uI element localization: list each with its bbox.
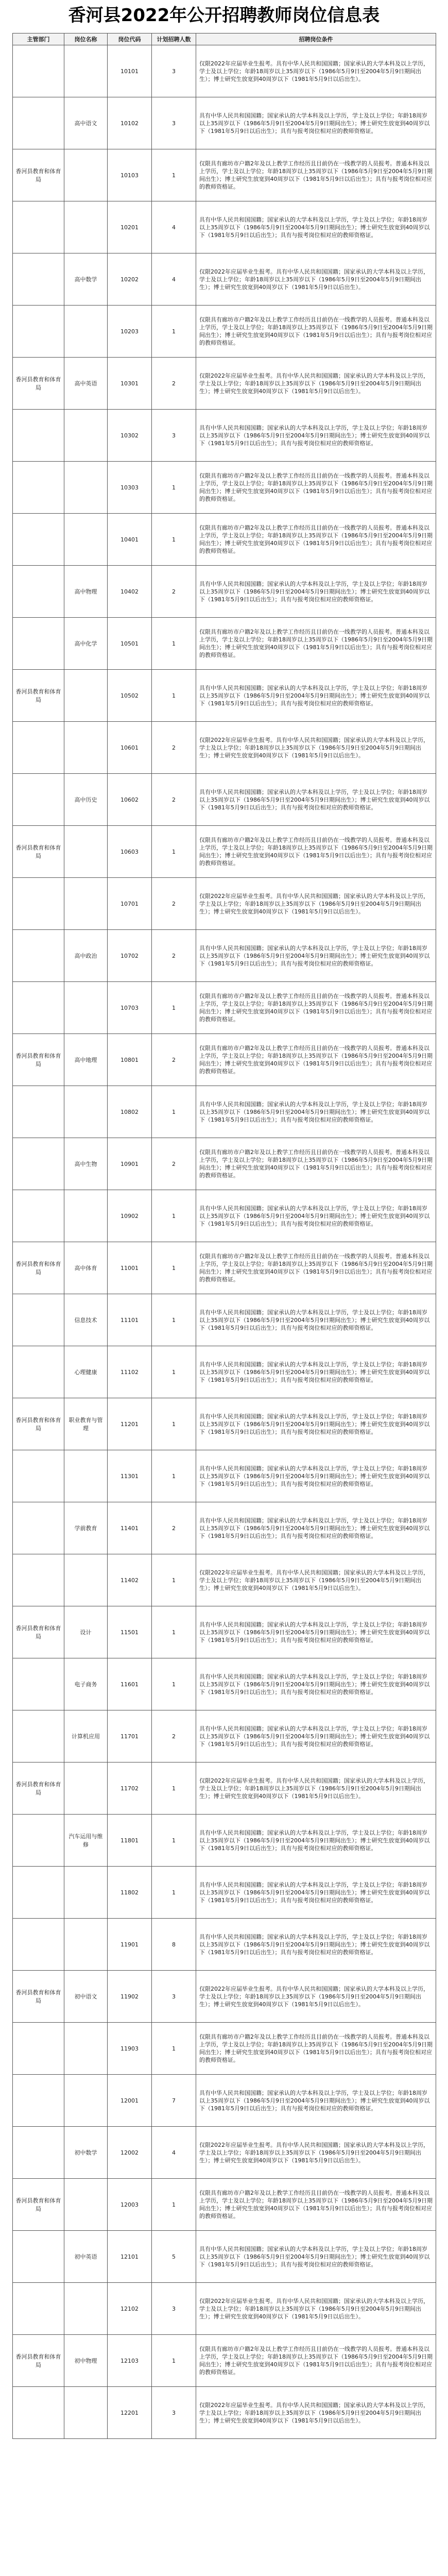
cell-post-name: 高中历史 (64, 774, 108, 826)
table-row (13, 2127, 436, 2179)
cell-post-code: 10602 (108, 774, 152, 826)
cell-conditions: 具有中华人民共和国国籍；国家承认的大学本科及以上学历，学士及以上学位；年龄18周岁以上35周岁以下（1986年5月9日至2004年5月9日期间出生）；博士研究生放宽到40周岁以下（1981年5月9日以后出生）；具有与报考岗位相对应的教师资格证。 (196, 1346, 436, 1398)
cell-conditions: 仅限具有廊坊市户籍2年及以上教学工作经历且目前仍在一线教学的人员报考。普通本科及以上学历，学士及以上学位；年龄18周岁以上35周岁以下（1986年5月9日至2004年5月9日期间出生）；博士研究生放宽到40周岁以下（1981年5月9日以后出生）；具有与报考岗位相对应的教师资格证。 (196, 2335, 436, 2387)
cell-post-name (64, 201, 108, 253)
cell-count: 3 (152, 97, 196, 149)
cell-dept (13, 982, 64, 1034)
cell-post-code: 11601 (108, 1658, 152, 1710)
cell-post-name: 高中语文 (64, 97, 108, 149)
cell-post-code: 12201 (108, 2387, 152, 2439)
cell-count: 1 (152, 462, 196, 514)
cell-post-code: 10601 (108, 722, 152, 774)
cell-post-code: 10301 (108, 358, 152, 410)
table-row (13, 1450, 436, 1502)
cell-dept (13, 2283, 64, 2335)
cell-post-code: 10402 (108, 566, 152, 618)
cell-count: 3 (152, 2387, 196, 2439)
table-row (13, 1138, 436, 1190)
cell-count: 3 (152, 2283, 196, 2335)
table-row (13, 1242, 436, 1294)
table-row (13, 618, 436, 670)
cell-post-name (64, 2023, 108, 2075)
cell-count: 1 (152, 2335, 196, 2387)
cell-dept (13, 2023, 64, 2075)
cell-post-name (64, 1450, 108, 1502)
cell-dept: 香河县教育和体育局 (13, 1242, 64, 1294)
cell-post-code: 10201 (108, 201, 152, 253)
cell-count: 3 (152, 45, 196, 97)
table-row (13, 306, 436, 358)
cell-count: 3 (152, 1971, 196, 2023)
cell-post-name (64, 306, 108, 358)
table-row (13, 1815, 436, 1867)
cell-dept (13, 1815, 64, 1867)
cell-post-name: 高中地理 (64, 1034, 108, 1086)
cell-count: 2 (152, 1710, 196, 1762)
table-row (13, 1398, 436, 1450)
table-row (13, 722, 436, 774)
header-count: 计划招聘人数 (152, 33, 196, 45)
cell-count: 2 (152, 774, 196, 826)
cell-post-code: 11801 (108, 1815, 152, 1867)
table-row (13, 1710, 436, 1762)
cell-dept (13, 1294, 64, 1346)
cell-post-code: 10401 (108, 514, 152, 566)
cell-dept (13, 1867, 64, 1919)
cell-conditions: 具有中华人民共和国国籍；国家承认的大学本科及以上学历，学士及以上学位；年龄18周岁以上35周岁以下（1986年5月9日至2004年5月9日期间出生）；博士研究生放宽到40周岁以下（1981年5月9日以后出生）；具有与报考岗位相对应的教师资格证。 (196, 1398, 436, 1450)
cell-post-name (64, 826, 108, 878)
cell-dept (13, 774, 64, 826)
table-row (13, 930, 436, 982)
cell-post-code: 10101 (108, 45, 152, 97)
table-row (13, 253, 436, 306)
cell-post-name (64, 410, 108, 462)
table-row (13, 462, 436, 514)
cell-count: 1 (152, 1658, 196, 1710)
table-row (13, 2231, 436, 2283)
cell-post-name: 初中物理 (64, 2335, 108, 2387)
cell-dept (13, 1554, 64, 1606)
cell-conditions: 具有中华人民共和国国籍；国家承认的大学本科及以上学历，学士及以上学位；年龄18周岁以上35周岁以下（1986年5月9日至2004年5月9日期间出生）；博士研究生放宽到40周岁以下（1981年5月9日以后出生）；具有与报考岗位相对应的教师资格证。 (196, 97, 436, 149)
cell-dept: 香河县教育和体育局 (13, 1398, 64, 1450)
cell-post-name: 高中生物 (64, 1138, 108, 1190)
cell-post-name (64, 1762, 108, 1815)
cell-post-code: 10702 (108, 930, 152, 982)
cell-count: 1 (152, 1867, 196, 1919)
cell-dept (13, 878, 64, 930)
cell-post-code: 12103 (108, 2335, 152, 2387)
cell-conditions: 仅限具有廊坊市户籍2年及以上教学工作经历且目前仍在一线教学的人员报考。普通本科及以上学历，学士及以上学位；年龄18周岁以上35周岁以下（1986年5月9日至2004年5月9日期间出生）；博士研究生放宽到40周岁以下（1981年5月9日以后出生）；具有与报考岗位相对应的教师资格证。 (196, 149, 436, 201)
cell-dept (13, 306, 64, 358)
cell-post-code: 10902 (108, 1190, 152, 1242)
cell-conditions: 仅限2022年应届毕业生报考。具有中华人民共和国国籍；国家承认的大学本科及以上学历，学士及以上学位；年龄18周岁以上35周岁以下（1986年5月9日至2004年5月9日期间出生）；博士研究生放宽到40周岁以下（1981年5月9日以后出生）。 (196, 878, 436, 930)
table-row (13, 149, 436, 201)
cell-post-code: 11901 (108, 1919, 152, 1971)
cell-conditions: 具有中华人民共和国国籍；国家承认的大学本科及以上学历，学士及以上学位；年龄18周岁以上35周岁以下（1986年5月9日至2004年5月9日期间出生）；博士研究生放宽到40周岁以下（1981年5月9日以后出生）；具有与报考岗位相对应的教师资格证。 (196, 2075, 436, 2127)
cell-post-code: 10603 (108, 826, 152, 878)
cell-count: 1 (152, 1815, 196, 1867)
cell-conditions: 具有中华人民共和国国籍；国家承认的大学本科及以上学历，学士及以上学位；年龄18周岁以上35周岁以下（1986年5月9日至2004年5月9日期间出生）；博士研究生放宽到40周岁以下（1981年5月9日以后出生）；具有与报考岗位相对应的教师资格证。 (196, 930, 436, 982)
table-row (13, 1294, 436, 1346)
cell-count: 4 (152, 253, 196, 306)
cell-post-code: 11802 (108, 1867, 152, 1919)
cell-dept (13, 410, 64, 462)
cell-post-code: 10302 (108, 410, 152, 462)
cell-conditions: 仅限具有廊坊市户籍2年及以上教学工作经历且目前仍在一线教学的人员报考。普通本科及以上学历，学士及以上学位；年龄18周岁以上35周岁以下（1986年5月9日至2004年5月9日期间出生）；博士研究生放宽到40周岁以下（1981年5月9日以后出生）；具有与报考岗位相对应的教师资格证。 (196, 2179, 436, 2231)
cell-post-name (64, 2283, 108, 2335)
table-row (13, 1867, 436, 1919)
cell-count: 1 (152, 1450, 196, 1502)
cell-post-name (64, 878, 108, 930)
cell-count: 1 (152, 149, 196, 201)
table-body (13, 45, 436, 2439)
cell-post-name (64, 1919, 108, 1971)
table-row (13, 2335, 436, 2387)
cell-post-code: 11101 (108, 1294, 152, 1346)
cell-conditions: 具有中华人民共和国国籍；国家承认的大学本科及以上学历，学士及以上学位；年龄18周岁以上35周岁以下（1986年5月9日至2004年5月9日期间出生）；博士研究生放宽到40周岁以下（1981年5月9日以后出生）；具有与报考岗位相对应的教师资格证。 (196, 1815, 436, 1867)
cell-post-name: 计算机应用 (64, 1710, 108, 1762)
cell-post-name: 信息技术 (64, 1294, 108, 1346)
cell-dept: 香河县教育和体育局 (13, 1762, 64, 1815)
cell-conditions: 具有中华人民共和国国籍；国家承认的大学本科及以上学历，学士及以上学位；年龄18周岁以上35周岁以下（1986年5月9日至2004年5月9日期间出生）；博士研究生放宽到40周岁以下（1981年5月9日以后出生）；具有与报考岗位相对应的教师资格证。 (196, 1502, 436, 1554)
cell-post-code: 12002 (108, 2127, 152, 2179)
cell-dept (13, 618, 64, 670)
cell-post-code: 11902 (108, 1971, 152, 2023)
cell-dept (13, 253, 64, 306)
cell-post-code: 10703 (108, 982, 152, 1034)
cell-post-code: 11102 (108, 1346, 152, 1398)
cell-post-code: 12102 (108, 2283, 152, 2335)
cell-dept (13, 2231, 64, 2283)
cell-conditions: 仅限具有廊坊市户籍2年及以上教学工作经历且目前仍在一线教学的人员报考。普通本科及以上学历，学士及以上学位；年龄18周岁以上35周岁以下（1986年5月9日至2004年5月9日期间出生）；博士研究生放宽到40周岁以下（1981年5月9日以后出生）；具有与报考岗位相对应的教师资格证。 (196, 514, 436, 566)
cell-conditions: 具有中华人民共和国国籍；国家承认的大学本科及以上学历，学士及以上学位；年龄18周岁以上35周岁以下（1986年5月9日至2004年5月9日期间出生）；博士研究生放宽到40周岁以下（1981年5月9日以后出生）；具有与报考岗位相对应的教师资格证。 (196, 1658, 436, 1710)
cell-dept (13, 1086, 64, 1138)
cell-dept: 香河县教育和体育局 (13, 826, 64, 878)
table-row (13, 1919, 436, 1971)
cell-count: 1 (152, 514, 196, 566)
cell-post-code: 10203 (108, 306, 152, 358)
cell-post-code: 11701 (108, 1710, 152, 1762)
header-code: 岗位代码 (108, 33, 152, 45)
cell-conditions: 具有中华人民共和国国籍；国家承认的大学本科及以上学历，学士及以上学位；年龄18周岁以上35周岁以下（1986年5月9日至2004年5月9日期间出生）；博士研究生放宽到40周岁以下（1981年5月9日以后出生）；具有与报考岗位相对应的教师资格证。 (196, 1606, 436, 1658)
cell-count: 1 (152, 982, 196, 1034)
cell-count: 4 (152, 201, 196, 253)
cell-conditions: 仅限具有廊坊市户籍2年及以上教学工作经历且目前仍在一线教学的人员报考。普通本科及以上学历，学士及以上学位；年龄18周岁以上35周岁以下（1986年5月9日至2004年5月9日期间出生）；博士研究生放宽到40周岁以下（1981年5月9日以后出生）；具有与报考岗位相对应的教师资格证。 (196, 306, 436, 358)
cell-post-name (64, 722, 108, 774)
cell-conditions: 具有中华人民共和国国籍；国家承认的大学本科及以上学历，学士及以上学位；年龄18周岁以上35周岁以下（1986年5月9日至2004年5月9日期间出生）；博士研究生放宽到40周岁以下（1981年5月9日以后出生）；具有与报考岗位相对应的教师资格证。 (196, 1450, 436, 1502)
cell-dept: 香河县教育和体育局 (13, 358, 64, 410)
table-row (13, 1971, 436, 2023)
table-row (13, 97, 436, 149)
cell-dept: 香河县教育和体育局 (13, 1034, 64, 1086)
cell-conditions: 仅限2022年应届毕业生报考。具有中华人民共和国国籍；国家承认的大学本科及以上学历，学士及以上学位；年龄18周岁以上35周岁以下（1986年5月9日至2004年5月9日期间出生）；博士研究生放宽到40周岁以下（1981年5月9日以后出生）。 (196, 253, 436, 306)
cell-dept (13, 1346, 64, 1398)
table-row (13, 45, 436, 97)
cell-count: 1 (152, 1398, 196, 1450)
cell-post-name: 高中政治 (64, 930, 108, 982)
cell-post-name (64, 1867, 108, 1919)
cell-post-code: 10502 (108, 670, 152, 722)
cell-conditions: 仅限2022年应届毕业生报考。具有中华人民共和国国籍；国家承认的大学本科及以上学历，学士及以上学位；年龄18周岁以上35周岁以下（1986年5月9日至2004年5月9日期间出生）；博士研究生放宽到40周岁以下（1981年5月9日以后出生）。 (196, 2387, 436, 2439)
cell-count: 1 (152, 670, 196, 722)
cell-dept (13, 930, 64, 982)
table-row (13, 2179, 436, 2231)
table-row (13, 1762, 436, 1815)
cell-dept: 香河县教育和体育局 (13, 1606, 64, 1658)
cell-count: 4 (152, 2127, 196, 2179)
cell-post-code: 11903 (108, 2023, 152, 2075)
table-row (13, 514, 436, 566)
table-row (13, 1658, 436, 1710)
table-row (13, 2075, 436, 2127)
cell-post-name (64, 2387, 108, 2439)
job-table (12, 33, 436, 2439)
table-row (13, 1190, 436, 1242)
cell-post-name (64, 1554, 108, 1606)
cell-count: 1 (152, 1554, 196, 1606)
cell-post-code: 11201 (108, 1398, 152, 1450)
cell-count: 2 (152, 1502, 196, 1554)
cell-count: 2 (152, 878, 196, 930)
cell-conditions: 仅限具有廊坊市户籍2年及以上教学工作经历且目前仍在一线教学的人员报考。普通本科及以上学历，学士及以上学位；年龄18周岁以上35周岁以下（1986年5月9日至2004年5月9日期间出生）；博士研究生放宽到40周岁以下（1981年5月9日以后出生）；具有与报考岗位相对应的教师资格证。 (196, 462, 436, 514)
cell-dept (13, 2127, 64, 2179)
cell-conditions: 仅限具有廊坊市户籍2年及以上教学工作经历且目前仍在一线教学的人员报考。普通本科及以上学历，学士及以上学位；年龄18周岁以上35周岁以下（1986年5月9日至2004年5月9日期间出生）；博士研究生放宽到40周岁以下（1981年5月9日以后出生）；具有与报考岗位相对应的教师资格证。 (196, 826, 436, 878)
cell-post-code: 10801 (108, 1034, 152, 1086)
cell-conditions: 仅限2022年应届毕业生报考。具有中华人民共和国国籍；国家承认的大学本科及以上学历，学士及以上学位；年龄18周岁以上35周岁以下（1986年5月9日至2004年5月9日期间出生）；博士研究生放宽到40周岁以下（1981年5月9日以后出生）。 (196, 1762, 436, 1815)
cell-count: 2 (152, 566, 196, 618)
table-row (13, 826, 436, 878)
cell-post-name: 职业教育与管理 (64, 1398, 108, 1450)
cell-conditions: 仅限2022年应届毕业生报考。具有中华人民共和国国籍；国家承认的大学本科及以上学历，学士及以上学位；年龄18周岁以上35周岁以下（1986年5月9日至2004年5月9日期间出生）；博士研究生放宽到40周岁以下（1981年5月9日以后出生）。 (196, 45, 436, 97)
cell-post-name: 汽车运用与维修 (64, 1815, 108, 1867)
cell-dept (13, 97, 64, 149)
cell-count: 8 (152, 1919, 196, 1971)
table-row (13, 2387, 436, 2439)
cell-post-name (64, 149, 108, 201)
cell-conditions: 仅限2022年应届毕业生报考。具有中华人民共和国国籍；国家承认的大学本科及以上学历，学士及以上学位；年龄18周岁以上35周岁以下（1986年5月9日至2004年5月9日期间出生）；博士研究生放宽到40周岁以下（1981年5月9日以后出生）。 (196, 2283, 436, 2335)
cell-post-name (64, 1086, 108, 1138)
cell-post-code: 10701 (108, 878, 152, 930)
cell-conditions: 具有中华人民共和国国籍；国家承认的大学本科及以上学历，学士及以上学位；年龄18周岁以上35周岁以下（1986年5月9日至2004年5月9日期间出生）；博士研究生放宽到40周岁以下（1981年5月9日以后出生）；具有与报考岗位相对应的教师资格证。 (196, 774, 436, 826)
table-row (13, 1606, 436, 1658)
table-row (13, 1346, 436, 1398)
cell-conditions: 仅限具有廊坊市户籍2年及以上教学工作经历且目前仍在一线教学的人员报考。普通本科及以上学历，学士及以上学位；年龄18周岁以上35周岁以下（1986年5月9日至2004年5月9日期间出生）；博士研究生放宽到40周岁以下（1981年5月9日以后出生）；具有与报考岗位相对应的教师资格证。 (196, 1138, 436, 1190)
cell-count: 2 (152, 1138, 196, 1190)
table-row (13, 774, 436, 826)
cell-post-name: 电子商务 (64, 1658, 108, 1710)
cell-dept (13, 1658, 64, 1710)
cell-dept: 香河县教育和体育局 (13, 149, 64, 201)
cell-conditions: 仅限具有廊坊市户籍2年及以上教学工作经历且目前仍在一线教学的人员报考。普通本科及以上学历，学士及以上学位；年龄18周岁以上35周岁以下（1986年5月9日至2004年5月9日期间出生）；博士研究生放宽到40周岁以下（1981年5月9日以后出生）；具有与报考岗位相对应的教师资格证。 (196, 1034, 436, 1086)
table-row (13, 982, 436, 1034)
cell-dept (13, 1450, 64, 1502)
cell-count: 1 (152, 1190, 196, 1242)
table-row (13, 670, 436, 722)
cell-post-name (64, 462, 108, 514)
cell-conditions: 具有中华人民共和国国籍；国家承认的大学本科及以上学历，学士及以上学位；年龄18周岁以上35周岁以下（1986年5月9日至2004年5月9日期间出生）；博士研究生放宽到40周岁以下（1981年5月9日以后出生）；具有与报考岗位相对应的教师资格证。 (196, 670, 436, 722)
cell-count: 1 (152, 1346, 196, 1398)
cell-dept (13, 45, 64, 97)
cell-post-name: 初中语文 (64, 1971, 108, 2023)
cell-dept: 香河县教育和体育局 (13, 2179, 64, 2231)
table-row (13, 878, 436, 930)
cell-count: 1 (152, 306, 196, 358)
cell-count: 1 (152, 1762, 196, 1815)
cell-conditions: 仅限2022年应届毕业生报考。具有中华人民共和国国籍；国家承认的大学本科及以上学历，学士及以上学位；年龄18周岁以上35周岁以下（1986年5月9日至2004年5月9日期间出生）；博士研究生放宽到40周岁以下（1981年5月9日以后出生）。 (196, 1554, 436, 1606)
cell-count: 2 (152, 358, 196, 410)
cell-post-code: 10501 (108, 618, 152, 670)
header-name: 岗位名称 (64, 33, 108, 45)
cell-count: 1 (152, 1086, 196, 1138)
table-row (13, 1034, 436, 1086)
cell-count: 1 (152, 618, 196, 670)
cell-conditions: 仅限具有廊坊市户籍2年及以上教学工作经历且目前仍在一线教学的人员报考。普通本科及以上学历，学士及以上学位；年龄18周岁以上35周岁以下（1986年5月9日至2004年5月9日期间出生）；博士研究生放宽到40周岁以下（1981年5月9日以后出生）；具有与报考岗位相对应的教师资格证。 (196, 1242, 436, 1294)
header-conditions: 招聘岗位条件 (196, 33, 436, 45)
cell-post-name: 高中英语 (64, 358, 108, 410)
cell-conditions: 仅限2022年应届毕业生报考。具有中华人民共和国国籍；国家承认的大学本科及以上学历，学士及以上学位；年龄18周岁以上35周岁以下（1986年5月9日至2004年5月9日期间出生）；博士研究生放宽到40周岁以下（1981年5月9日以后出生）。 (196, 358, 436, 410)
cell-conditions: 具有中华人民共和国国籍；国家承认的大学本科及以上学历，学士及以上学位；年龄18周岁以上35周岁以下（1986年5月9日至2004年5月9日期间出生）；博士研究生放宽到40周岁以下（1981年5月9日以后出生）；具有与报考岗位相对应的教师资格证。 (196, 201, 436, 253)
cell-count: 1 (152, 826, 196, 878)
cell-post-code: 11702 (108, 1762, 152, 1815)
cell-conditions: 具有中华人民共和国国籍；国家承认的大学本科及以上学历，学士及以上学位；年龄18周岁以上35周岁以下（1986年5月9日至2004年5月9日期间出生）；博士研究生放宽到40周岁以下（1981年5月9日以后出生）；具有与报考岗位相对应的教师资格证。 (196, 1919, 436, 1971)
table-header-row (13, 33, 436, 45)
cell-dept (13, 462, 64, 514)
cell-dept (13, 2387, 64, 2439)
cell-dept (13, 2075, 64, 2127)
cell-post-name (64, 2075, 108, 2127)
header-dept: 主管部门 (13, 33, 64, 45)
cell-count: 1 (152, 2023, 196, 2075)
cell-conditions: 具有中华人民共和国国籍；国家承认的大学本科及以上学历，学士及以上学位；年龄18周岁以上35周岁以下（1986年5月9日至2004年5月9日期间出生）；博士研究生放宽到40周岁以下（1981年5月9日以后出生）；具有与报考岗位相对应的教师资格证。 (196, 1294, 436, 1346)
cell-dept (13, 722, 64, 774)
cell-conditions: 具有中华人民共和国国籍；国家承认的大学本科及以上学历，学士及以上学位；年龄18周岁以上35周岁以下（1986年5月9日至2004年5月9日期间出生）；博士研究生放宽到40周岁以下（1981年5月9日以后出生）；具有与报考岗位相对应的教师资格证。 (196, 1867, 436, 1919)
page-title: 香河县2022年公开招聘教师岗位信息表 (68, 5, 380, 26)
table-row (13, 1086, 436, 1138)
cell-dept (13, 1138, 64, 1190)
cell-dept (13, 1710, 64, 1762)
cell-post-code: 11301 (108, 1450, 152, 1502)
table-row (13, 1554, 436, 1606)
cell-dept: 香河县教育和体育局 (13, 2335, 64, 2387)
cell-count: 1 (152, 1606, 196, 1658)
cell-count: 2 (152, 930, 196, 982)
cell-dept (13, 1190, 64, 1242)
cell-conditions: 具有中华人民共和国国籍；国家承认的大学本科及以上学历，学士及以上学位；年龄18周岁以上35周岁以下（1986年5月9日至2004年5月9日期间出生）；博士研究生放宽到40周岁以下（1981年5月9日以后出生）；具有与报考岗位相对应的教师资格证。 (196, 410, 436, 462)
cell-dept (13, 201, 64, 253)
cell-post-name: 设计 (64, 1606, 108, 1658)
cell-post-code: 11402 (108, 1554, 152, 1606)
cell-post-name: 高中数学 (64, 253, 108, 306)
cell-post-code: 10802 (108, 1086, 152, 1138)
cell-conditions: 仅限2022年应届毕业生报考。具有中华人民共和国国籍；国家承认的大学本科及以上学历，学士及以上学位；年龄18周岁以上35周岁以下（1986年5月9日至2004年5月9日期间出生）；博士研究生放宽到40周岁以下（1981年5月9日以后出生）。 (196, 722, 436, 774)
cell-count: 1 (152, 1242, 196, 1294)
cell-conditions: 具有中华人民共和国国籍；国家承认的大学本科及以上学历，学士及以上学位；年龄18周岁以上35周岁以下（1986年5月9日至2004年5月9日期间出生）；博士研究生放宽到40周岁以下（1981年5月9日以后出生）；具有与报考岗位相对应的教师资格证。 (196, 2231, 436, 2283)
cell-post-name (64, 982, 108, 1034)
table-row (13, 358, 436, 410)
table-row (13, 2023, 436, 2075)
cell-post-name (64, 514, 108, 566)
cell-post-code: 11501 (108, 1606, 152, 1658)
cell-conditions: 具有中华人民共和国国籍；国家承认的大学本科及以上学历，学士及以上学位；年龄18周岁以上35周岁以下（1986年5月9日至2004年5月9日期间出生）；博士研究生放宽到40周岁以下（1981年5月9日以后出生）；具有与报考岗位相对应的教师资格证。 (196, 1190, 436, 1242)
cell-conditions: 具有中华人民共和国国籍；国家承认的大学本科及以上学历，学士及以上学位；年龄18周岁以上35周岁以下（1986年5月9日至2004年5月9日期间出生）；博士研究生放宽到40周岁以下（1981年5月9日以后出生）；具有与报考岗位相对应的教师资格证。 (196, 1086, 436, 1138)
cell-post-code: 10901 (108, 1138, 152, 1190)
cell-post-code: 10303 (108, 462, 152, 514)
cell-dept (13, 566, 64, 618)
cell-conditions: 具有中华人民共和国国籍；国家承认的大学本科及以上学历，学士及以上学位；年龄18周岁以上35周岁以下（1986年5月9日至2004年5月9日期间出生）；博士研究生放宽到40周岁以下（1981年5月9日以后出生）；具有与报考岗位相对应的教师资格证。 (196, 1710, 436, 1762)
cell-post-name (64, 2179, 108, 2231)
cell-count: 1 (152, 1294, 196, 1346)
cell-conditions: 仅限2022年应届毕业生报考。具有中华人民共和国国籍；国家承认的大学本科及以上学历，学士及以上学位；年龄18周岁以上35周岁以下（1986年5月9日至2004年5月9日期间出生）；博士研究生放宽到40周岁以下（1981年5月9日以后出生）。 (196, 2127, 436, 2179)
cell-count: 5 (152, 2231, 196, 2283)
cell-count: 2 (152, 1034, 196, 1086)
cell-post-name: 高中体育 (64, 1242, 108, 1294)
cell-dept (13, 1919, 64, 1971)
table-row (13, 201, 436, 253)
cell-post-code: 10103 (108, 149, 152, 201)
cell-post-name (64, 45, 108, 97)
cell-conditions: 仅限2022年应届毕业生报考。具有中华人民共和国国籍；国家承认的大学本科及以上学历，学士及以上学位；年龄18周岁以上35周岁以下（1986年5月9日至2004年5月9日期间出生）；博士研究生放宽到40周岁以下（1981年5月9日以后出生）。 (196, 1971, 436, 2023)
cell-post-name: 高中物理 (64, 566, 108, 618)
table-row (13, 566, 436, 618)
table-row (13, 1502, 436, 1554)
cell-count: 7 (152, 2075, 196, 2127)
cell-post-name (64, 670, 108, 722)
cell-post-code: 12101 (108, 2231, 152, 2283)
table-row (13, 410, 436, 462)
cell-post-name: 初中数学 (64, 2127, 108, 2179)
cell-conditions: 具有中华人民共和国国籍；国家承认的大学本科及以上学历，学士及以上学位；年龄18周岁以上35周岁以下（1986年5月9日至2004年5月9日期间出生）；博士研究生放宽到40周岁以下（1981年5月9日以后出生）；具有与报考岗位相对应的教师资格证。 (196, 566, 436, 618)
cell-dept (13, 1502, 64, 1554)
cell-dept (13, 514, 64, 566)
cell-conditions: 仅限具有廊坊市户籍2年及以上教学工作经历且目前仍在一线教学的人员报考。普通本科及以上学历，学士及以上学位；年龄18周岁以上35周岁以下（1986年5月9日至2004年5月9日期间出生）；博士研究生放宽到40周岁以下（1981年5月9日以后出生）；具有与报考岗位相对应的教师资格证。 (196, 618, 436, 670)
cell-post-code: 10102 (108, 97, 152, 149)
cell-post-code: 11401 (108, 1502, 152, 1554)
cell-post-code: 12001 (108, 2075, 152, 2127)
table-row (13, 2283, 436, 2335)
cell-post-code: 12003 (108, 2179, 152, 2231)
cell-post-code: 10202 (108, 253, 152, 306)
cell-post-name: 初中英语 (64, 2231, 108, 2283)
cell-post-name: 学前教育 (64, 1502, 108, 1554)
cell-dept: 香河县教育和体育局 (13, 1971, 64, 2023)
cell-count: 1 (152, 2179, 196, 2231)
cell-count: 2 (152, 722, 196, 774)
cell-post-name: 高中化学 (64, 618, 108, 670)
cell-post-name (64, 1190, 108, 1242)
cell-dept: 香河县教育和体育局 (13, 670, 64, 722)
cell-conditions: 仅限具有廊坊市户籍2年及以上教学工作经历且目前仍在一线教学的人员报考。普通本科及以上学历，学士及以上学位；年龄18周岁以上35周岁以下（1986年5月9日至2004年5月9日期间出生）；博士研究生放宽到40周岁以下（1981年5月9日以后出生）；具有与报考岗位相对应的教师资格证。 (196, 2023, 436, 2075)
cell-post-code: 11001 (108, 1242, 152, 1294)
cell-conditions: 仅限具有廊坊市户籍2年及以上教学工作经历且目前仍在一线教学的人员报考。普通本科及以上学历，学士及以上学位；年龄18周岁以上35周岁以下（1986年5月9日至2004年5月9日期间出生）；博士研究生放宽到40周岁以下（1981年5月9日以后出生）；具有与报考岗位相对应的教师资格证。 (196, 982, 436, 1034)
cell-post-name: 心理健康 (64, 1346, 108, 1398)
cell-count: 3 (152, 410, 196, 462)
